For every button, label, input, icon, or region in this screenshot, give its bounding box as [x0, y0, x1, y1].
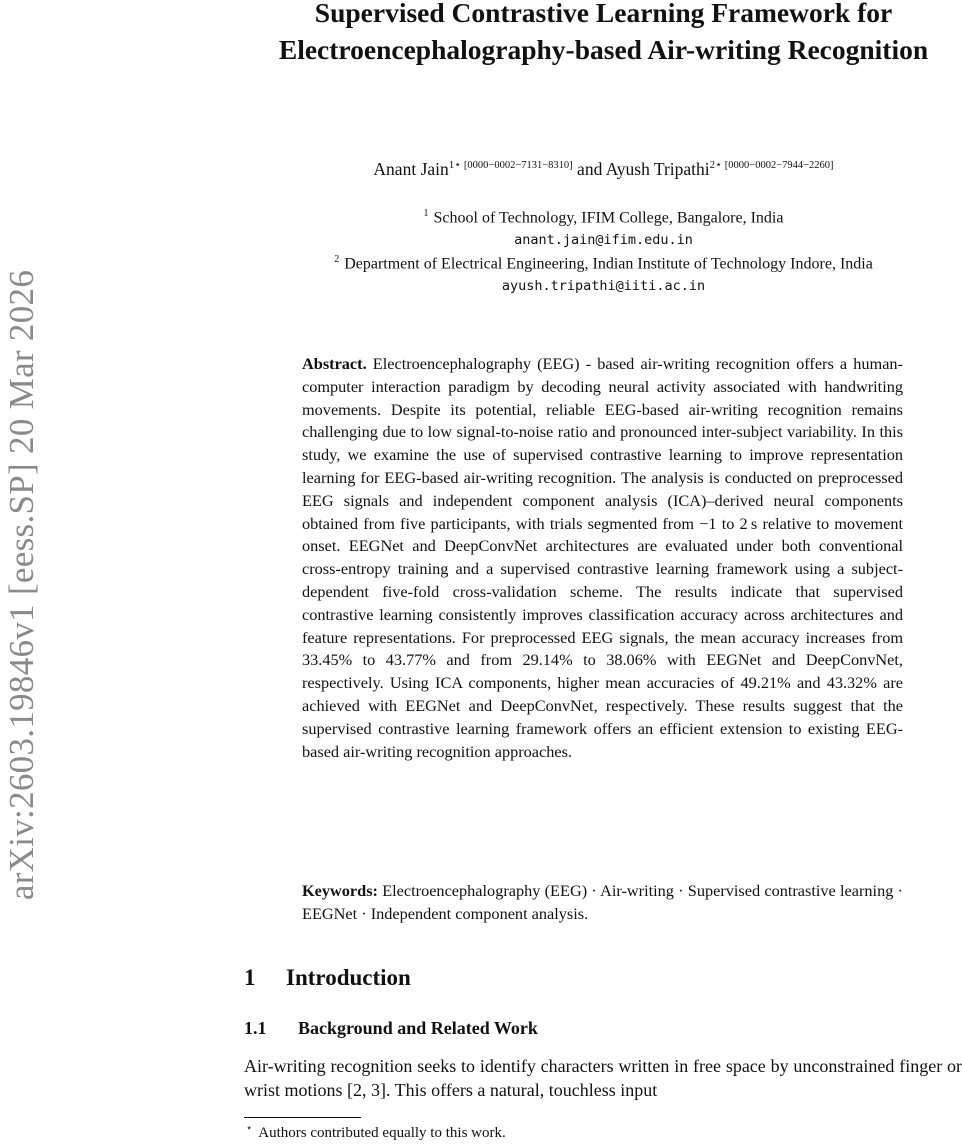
author-affiliation-mark: 1⋆ [0000−0002−7131−8310]: [448, 159, 573, 171]
keywords: [302, 880, 903, 926]
footnote-mark: ⋆: [246, 1123, 253, 1134]
section-heading: [244, 965, 411, 991]
author-list: [245, 158, 962, 180]
footnote-divider: [244, 1117, 361, 1118]
section-title: Introduction: [286, 965, 411, 990]
subsection-number: 1.1: [244, 1018, 267, 1038]
affiliation: [240, 254, 962, 273]
arxiv-identifier-text: arXiv:2603.19846v1 [eess.SP] 20 Mar 2026: [2, 269, 41, 901]
footnote-text: Authors contributed equally to this work.: [258, 1125, 506, 1141]
abstract: [302, 353, 903, 763]
footnote: [246, 1123, 506, 1142]
keywords-label: Keywords:: [302, 881, 378, 900]
author-name: Ayush Tripathi: [605, 158, 710, 179]
keywords-text: Electroencephalography (EEG) · Air-writing · Supervised contrastive learning · EEGNet · Independent component analysis.: [302, 881, 903, 923]
affiliation-text: Department of Electrical Engineering, Indian Institute of Technology Indore, India: [344, 255, 873, 273]
affiliation-number: 2: [334, 254, 340, 265]
subsection-title: Background and Related Work: [298, 1018, 538, 1038]
subsection-heading: [244, 1018, 538, 1039]
affiliation: [240, 208, 962, 227]
abstract-text: Electroencephalography (EEG) - based air-writing recognition offers a human-computer interaction paradigm by decoding neural activity associated with handwriting movements. Despite its potential, reliable EEG-based air-writing recognition remains challenging due to low signal-to-noise ratio and pronounced inter-subject variability. In this study, we examine the use of supervised contrastive learning to improve representation learning for EEG-based air-writing recognition. The analysis is conducted on preprocessed EEG signals and independent component analysis (ICA)–derived neural components obtained from five participants, with trials segmented from −1 to 2 s relative to movement onset. EEGNet and DeepConvNet architectures are evaluated under both conventional cross-entropy training and a supervised contrastive learning framework using a subject-dependent five-fold cross-validation scheme. The results indicate that supervised contrastive learning consistently improves classification accuracy across architectures and feature representations. For preprocessed EEG signals, the mean accuracy increases from 33.45% to 43.77% and from 29.14% to 38.06% with EEGNet and DeepConvNet, respectively. Using ICA components, higher mean accuracies of 49.21% and 43.32% are achieved with EEGNet and DeepConvNet, respectively. These results suggest that the supervised contrastive learning framework offers an efficient extension to existing EEG-based air-writing recognition approaches.: [302, 354, 903, 761]
author-email: anant.jain@ifim.edu.in: [514, 232, 693, 248]
abstract-label: Abstract.: [302, 354, 367, 373]
body-paragraph: Air-writing recognition seeks to identify characters written in free space by unconstrained finger or wrist motions [2, 3]. This offers a natural, touchless input: [244, 1056, 962, 1100]
affiliation-text: School of Technology, IFIM College, Bangalore, India: [433, 209, 784, 227]
arxiv-identifier-stamp: [2, 205, 42, 965]
affiliation-number: 1: [423, 208, 429, 219]
author-name: Anant Jain: [373, 158, 449, 179]
author-email: ayush.tripathi@iiti.ac.in: [501, 278, 706, 294]
author-separator: and: [577, 158, 603, 179]
paper-title: Supervised Contrastive Learning Framework for Electroencephalography-based Air-writing Recognition: [278, 0, 929, 65]
orcid-id: [0000−0002−7944−2260]: [724, 160, 834, 171]
orcid-id: [0000−0002−7131−8310]: [463, 160, 573, 171]
author-affiliation-mark: 2⋆ [0000−0002−7944−2260]: [709, 159, 834, 171]
section-number: 1: [244, 965, 256, 990]
